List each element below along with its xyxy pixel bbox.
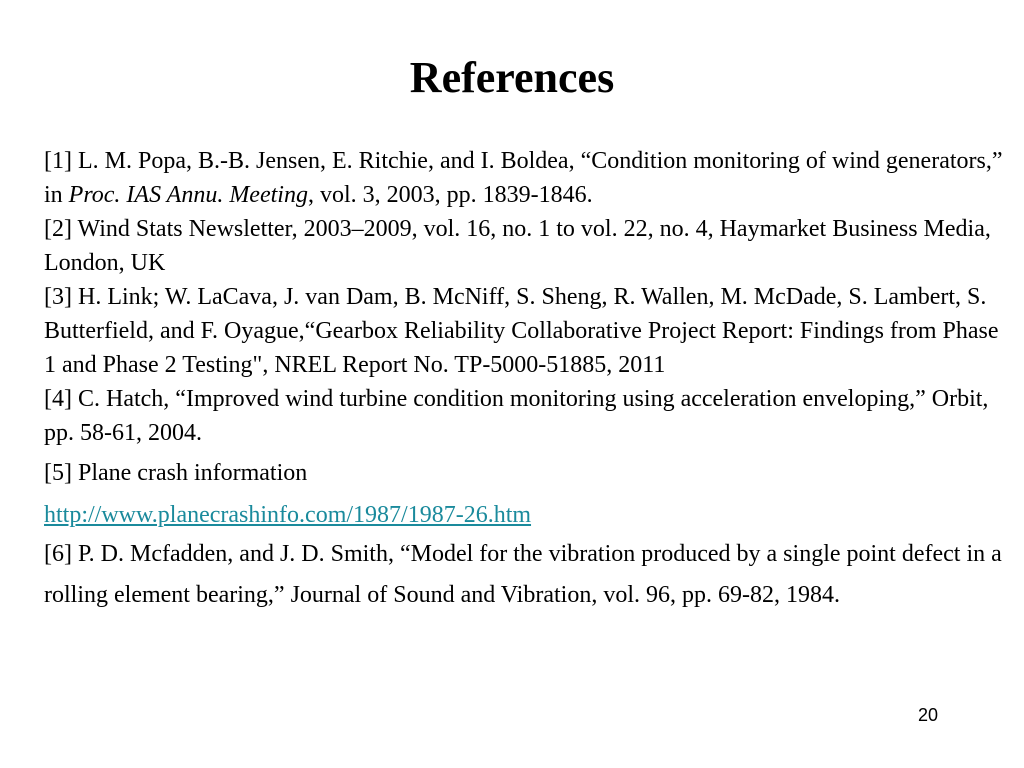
reference-6: [6] P. D. Mcfadden, and J. D. Smith, “Model for the vibration produced by a single point defect in a rolling element bearing,” Journal of Sound and Vibration, vol. 96, pp. 69-82, 1984.	[44, 541, 1002, 608]
reference-2: [2] Wind Stats Newsletter, 2003–2009, vol. 16, no. 1 to vol. 22, no. 4, Haymarket Business Media, London, UK	[44, 216, 991, 276]
reference-1-details: , vol. 3, 2003, pp. 1839-1846.	[307, 182, 593, 208]
slide-title: References	[409, 53, 615, 102]
page-number: 20	[917, 705, 938, 725]
reference-4: [4] C. Hatch, “Improved wind turbine condition monitoring using acceleration enveloping,” Orbit, pp. 58-61, 2004.	[44, 386, 989, 446]
reference-1-venue: Proc. IAS Annu. Meeting	[68, 182, 308, 208]
reference-1	[44, 144, 1004, 212]
reference-list	[44, 144, 1004, 616]
reference-5-link-line	[44, 496, 1004, 534]
reference-1-text: [1] L. M. Popa, B.-B. Jensen, E. Ritchie, and I. Boldea, “Condition monitoring of wind generators,” in	[44, 148, 1003, 208]
reference-3: [3] H. Link; W. LaCava, J. van Dam, B. McNiff, S. Sheng, R. Wallen, M. McDade, S. Lambert, S. Butterfield, and F. Oyague,“Gearbox Reliability Collaborative Project Report: Findings from Phase 1 and Phase 2 Testing", NREL Report No. TP-5000-51885, 2011	[44, 284, 999, 378]
reference-5-link[interactable]: http://www.planecrashinfo.com/1987/1987-26.htm	[44, 502, 532, 528]
reference-5: [5] Plane crash information	[44, 460, 308, 486]
